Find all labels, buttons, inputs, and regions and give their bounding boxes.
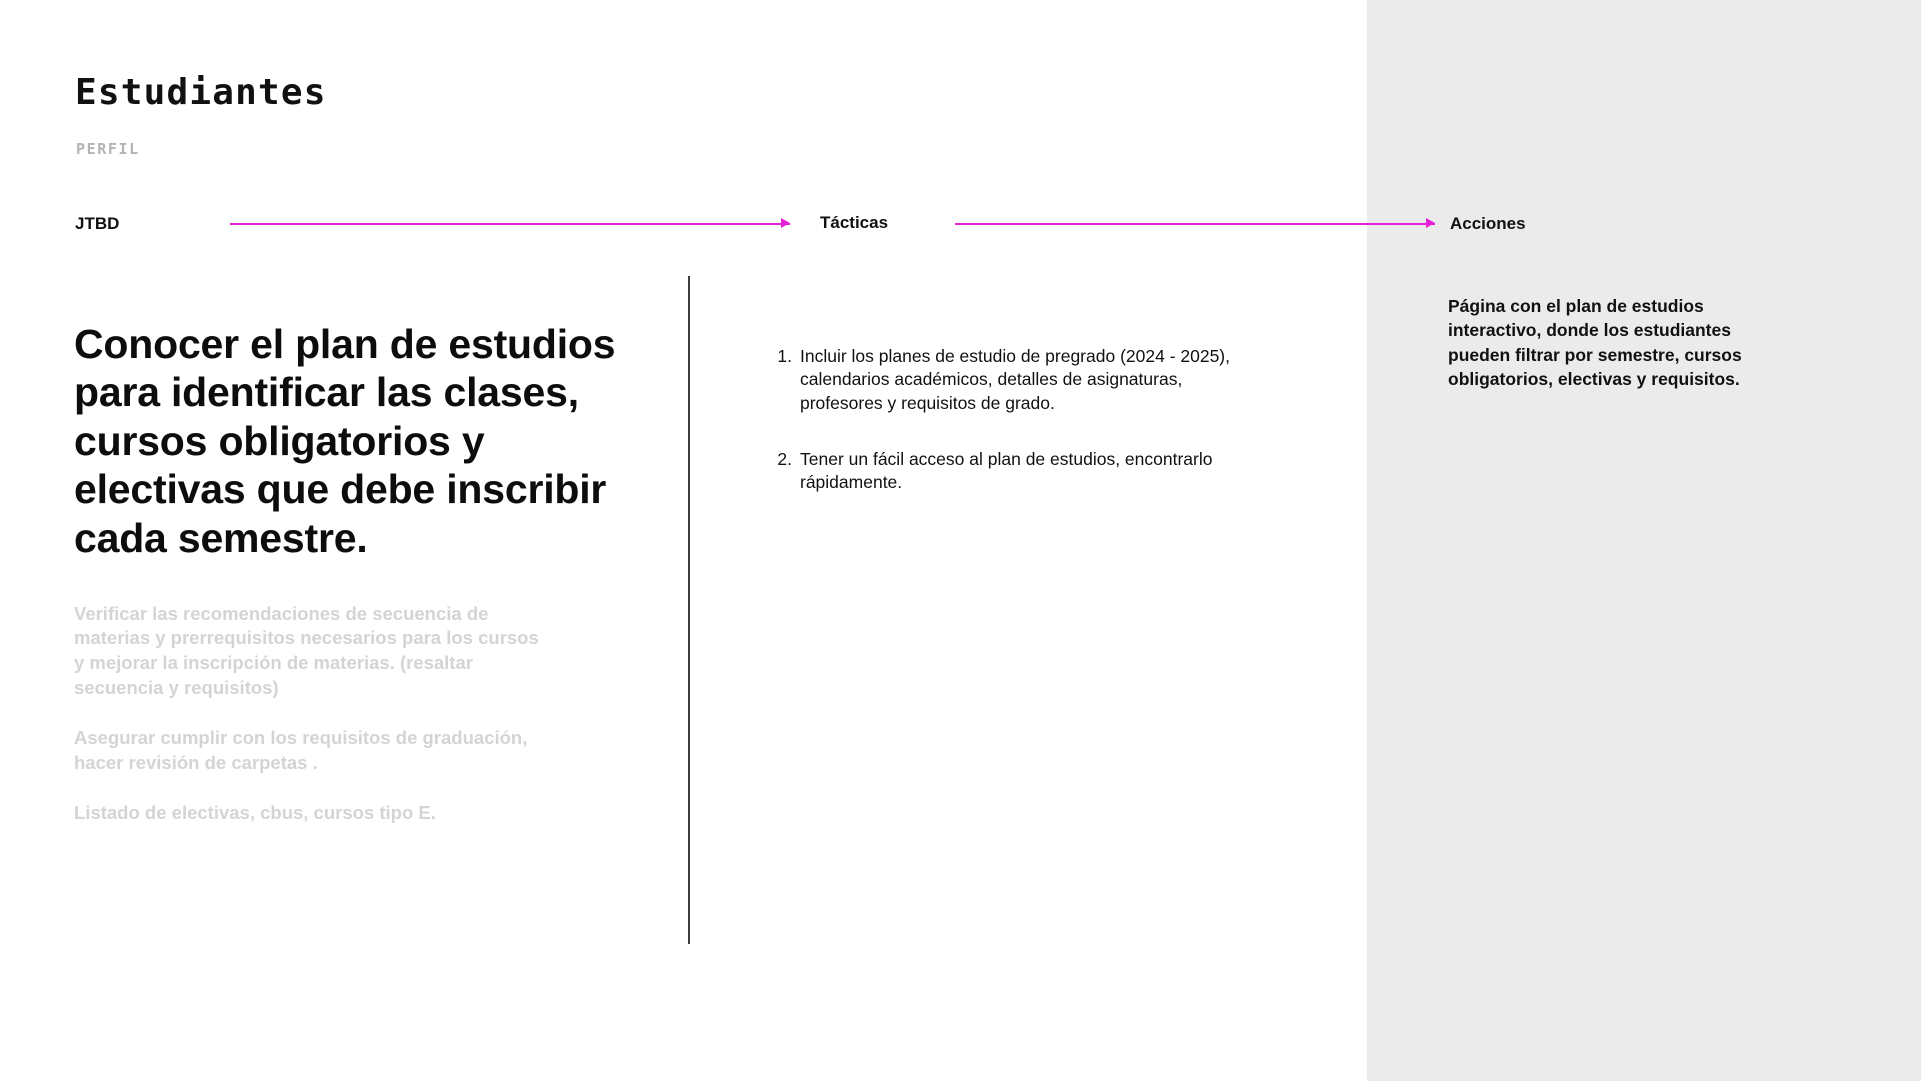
acciones-column [1448,294,1788,391]
arrow-head [781,218,790,228]
arrow-right-icon-jtbd-to-tacticas [230,218,790,230]
tacticas-column [770,345,1290,527]
tactic-text: Tener un fácil acceso al plan de estudios, encontrarlo rápidamente. [800,448,1213,493]
tactic-number: 1. [777,346,792,366]
arrow-line [955,223,1435,225]
tactic-number: 2. [777,448,792,469]
arrow-right-icon-tacticas-to-acciones [955,218,1435,230]
vertical-divider [688,276,690,944]
list-item [770,345,1290,415]
jtbd-note: Verificar las recomendaciones de secuencia de materias y prerrequisitos necesarios para los cursos y mejorar la inscripción de materias. (resaltar secuencia y requisitos) [74,602,539,698]
column-header-acciones: Acciones [1450,214,1526,233]
column-header-tacticas: Tácticas [820,213,889,232]
actions-panel-background [1367,0,1921,1081]
column-header-jtbd: JTBD [75,214,120,233]
jtbd-column [74,320,664,826]
jtbd-notes-list [74,602,664,826]
jtbd-note: Listado de electivas, cbus, cursos tipo E. [74,802,436,824]
arrow-head [1426,218,1435,228]
list-item [770,448,1290,495]
jtbd-note: Asegurar cumplir con los requisitos de graduación, hacer revisión de carpetas . [74,727,528,773]
page-subtitle: PERFIL [76,140,140,158]
arrow-line [230,223,790,225]
jtbd-headline: Conocer el plan de estudios para identificar las clases, cursos obligatorios y electivas que debe inscribir cada semestre. [74,321,616,561]
action-text: Página con el plan de estudios interactivo, donde los estudiantes pueden filtrar por semestre, cursos obligatorios, electivas y requisitos. [1448,296,1742,389]
page-title: Estudiantes [75,72,327,113]
tactic-text: Incluir los planes de estudio de pregrado (2024 - 2025), calendarios académicos, detalles de asignaturas, profesores y requisitos de grado. [800,346,1230,413]
